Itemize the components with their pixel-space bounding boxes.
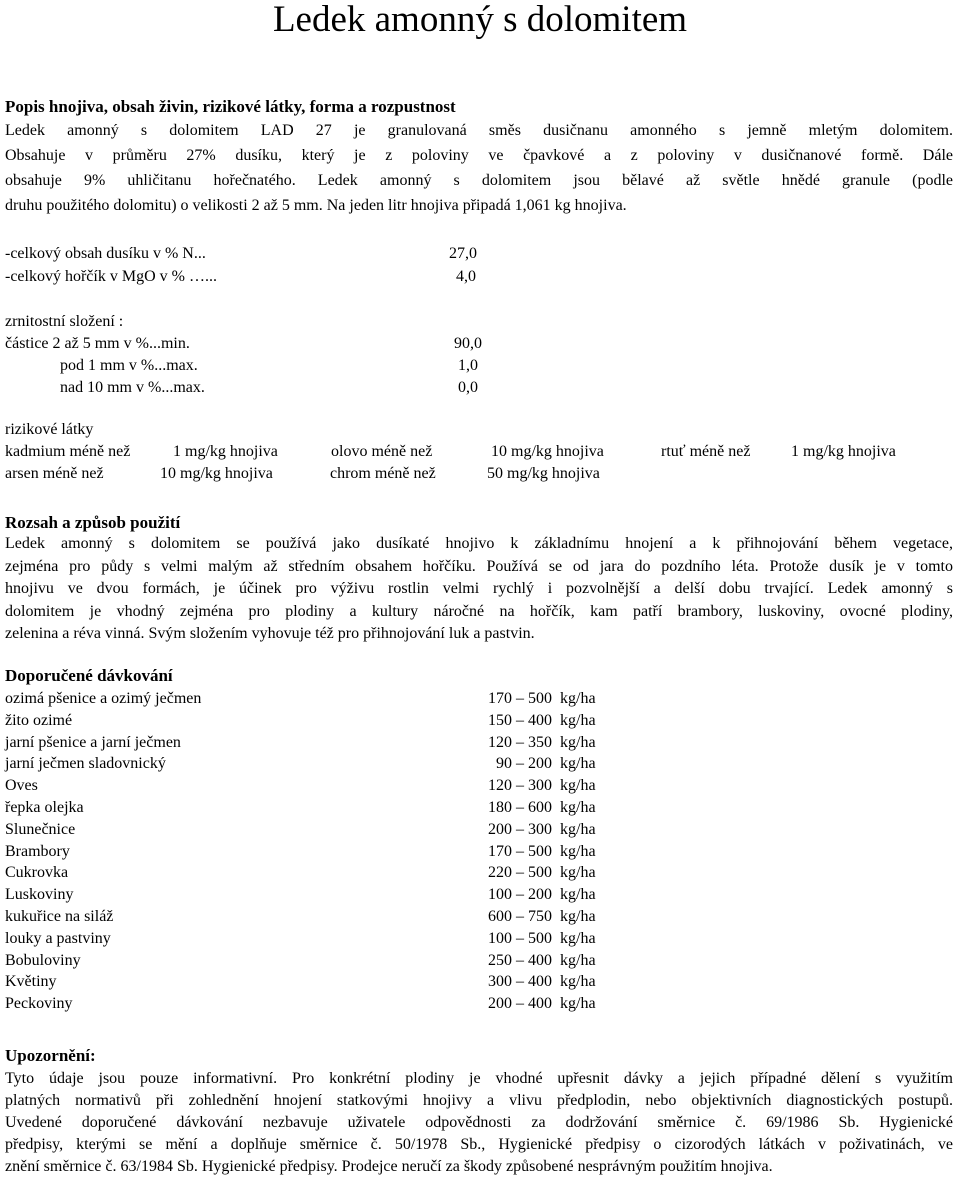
granulometry-value: 90,0 <box>454 335 482 352</box>
granulometry-label: pod 1 mm v %...max. <box>60 357 198 374</box>
warning-heading: Upozornění: <box>5 1046 96 1065</box>
dosage-crop: louky a pastviny <box>5 929 111 947</box>
dosage-crop: kukuřice na siláž <box>5 908 114 925</box>
granulometry-label: částice 2 až 5 mm v %...min. <box>5 335 190 352</box>
granulometry-heading: zrnitostní složení : <box>5 313 124 330</box>
usage-paragraph <box>5 533 953 646</box>
granulometry-value: 0,0 <box>458 379 478 396</box>
dosage-crop: Bobuloviny <box>5 951 81 969</box>
usage-line: hnojivu ve dvou formách, je účinek pro výživu rostlin velmi rychlý i pozvolnější a delší dobu trvající. Ledek amonný s <box>5 580 953 597</box>
dosage-rate: 300 – 400 kg/ha <box>488 973 596 991</box>
dosage-row <box>0 950 960 972</box>
granulometry-label: nad 10 mm v %...max. <box>60 379 205 396</box>
dosage-row <box>0 797 960 819</box>
dosage-rate: 150 – 400 kg/ha <box>488 711 596 729</box>
dosage-row <box>0 819 960 841</box>
dosage-row <box>0 884 960 906</box>
dosage-crop: Slunečnice <box>5 820 76 838</box>
dosage-crop: Luskoviny <box>5 886 74 904</box>
content-label: -celkový obsah dusíku v % N... <box>5 245 206 262</box>
dosage-rate: 120 – 350 kg/ha <box>488 733 596 751</box>
dosage-row <box>0 841 960 863</box>
dosage-rate: 600 – 750 kg/ha <box>488 908 596 925</box>
risk-item: chrom méně než <box>330 465 436 482</box>
dosage-crop: Oves <box>5 777 38 795</box>
warning-line: předpisy, kterými se mění a doplňuje směrnice č. 50/1978 Sb., Hygienické předpisy o cizorodých látkách v poživatinách, ve <box>5 1136 953 1153</box>
dosage-heading: Doporučené dávkování <box>5 666 173 685</box>
dosage-crop: Cukrovka <box>5 864 69 882</box>
usage-line: dolomitem je vhodný zejména pro plodiny a kultury náročné na hořčík, kam patří brambory, luskoviny, ovocné plodiny, <box>5 602 953 620</box>
document-title: Ledek amonný s dolomitem <box>272 0 688 40</box>
dosage-row <box>0 928 960 950</box>
dosage-rate: 250 – 400 kg/ha <box>488 951 596 969</box>
dosage-rate: 120 – 300 kg/ha <box>488 777 596 795</box>
dosage-crop: žito ozimé <box>5 711 73 729</box>
usage-line: Ledek amonný s dolomitem se používá jako dusíkaté hnojivo k základnímu hnojení a k přihnojování během vegetace, <box>5 535 953 552</box>
content-label: -celkový hořčík v MgO v % …... <box>5 268 217 285</box>
risk-limit: 1 mg/kg hnojiva <box>791 443 896 460</box>
risk-item: olovo méně než <box>331 443 433 460</box>
risk-item: rtuť méně než <box>661 443 751 460</box>
dosage-rate: 100 – 500 kg/ha <box>488 929 596 947</box>
dosage-row <box>0 753 960 775</box>
dosage-rate: 200 – 400 kg/ha <box>488 995 596 1013</box>
description-line: Ledek amonný s dolomitem LAD 27 je granulovaná směs dusičnanu amonného s jemně mletým dolomitem. <box>5 122 953 139</box>
description-line: obsahuje 9% uhličitanu hořečnatého. Ledek amonný s dolomitem jsou bělavé až světle hnědé granule (podle <box>5 172 953 189</box>
dosage-rate: 180 – 600 kg/ha <box>488 799 596 816</box>
dosage-row <box>0 775 960 797</box>
warning-line: znění směrnice č. 63/1984 Sb. Hygienické předpisy. Prodejce neručí za škody způsobené nesprávným použitím hnojiva. <box>5 1158 773 1175</box>
dosage-crop: Brambory <box>5 842 70 860</box>
risk-limit: 10 mg/kg hnojiva <box>160 465 273 482</box>
risk-item: arsen méně než <box>5 465 104 482</box>
granulometry-value: 1,0 <box>458 357 478 374</box>
content-value: 4,0 <box>456 268 476 285</box>
dosage-rate: 90 – 200 kg/ha <box>488 755 596 773</box>
dosage-rate: 170 – 500 kg/ha <box>488 842 596 860</box>
dosage-crop: jarní ječmen sladovnický <box>5 755 166 773</box>
dosage-rate: 100 – 200 kg/ha <box>488 886 596 904</box>
usage-line: zejména pro půdy s velmi malým až středním obsahem hořčíku. Používá se od jara do pozdního léta. Protože dusík je v tomto <box>5 557 953 575</box>
description-line: Obsahuje v průměru 27% dusíku, který je z poloviny ve čpavkové a z poloviny v dusičnanové formě. Dále <box>5 147 953 164</box>
content-value: 27,0 <box>449 245 477 262</box>
description-line: druhu použitého dolomitu) o velikosti 2 až 5 mm. Na jeden litr hnojiva připadá 1,061 kg hnojiva. <box>5 197 627 214</box>
risk-limit: 10 mg/kg hnojiva <box>491 443 604 460</box>
dosage-rate: 200 – 300 kg/ha <box>488 820 596 838</box>
dosage-rate: 220 – 500 kg/ha <box>488 864 596 882</box>
dosage-row <box>0 906 960 928</box>
warning-line: Uvedené doporučené dávkování nezbavuje uživatele odpovědnosti za dodržování směrnice č. 69/1986 Sb. Hygienické <box>5 1114 953 1131</box>
dosage-rate: 170 – 500 kg/ha <box>488 690 596 707</box>
dosage-crop: řepka olejka <box>5 799 84 816</box>
dosage-crop: Květiny <box>5 973 57 991</box>
warning-paragraph <box>5 1068 953 1178</box>
risk-limit: 1 mg/kg hnojiva <box>173 443 278 460</box>
risk-item: kadmium méně než <box>5 443 131 460</box>
risk-limit: 50 mg/kg hnojiva <box>487 465 600 482</box>
usage-line: zelenina a réva vinná. Svým složením vyhovuje též pro přihnojování luk a pastvin. <box>5 625 535 642</box>
dosage-list <box>0 688 960 1018</box>
dosage-crop: jarní pšenice a jarní ječmen <box>5 733 181 751</box>
dosage-crop: Peckoviny <box>5 995 73 1013</box>
dosage-crop: ozimá pšenice a ozimý ječmen <box>5 690 202 707</box>
risk-heading: rizikové látky <box>5 421 94 438</box>
dosage-row <box>0 971 960 993</box>
usage-heading: Rozsah a způsob použití <box>5 513 181 532</box>
dosage-row <box>0 710 960 732</box>
description-paragraph <box>5 118 953 218</box>
warning-line: Tyto údaje jsou pouze informativní. Pro konkrétní plodiny je vhodné upřesnit dávky a jejich případné dělení s využitím <box>5 1070 953 1087</box>
dosage-row <box>0 688 960 710</box>
description-heading: Popis hnojiva, obsah živin, rizikové látky, forma a rozpustnost <box>5 97 456 116</box>
dosage-row <box>0 862 960 884</box>
dosage-row <box>0 993 960 1015</box>
dosage-row <box>0 732 960 754</box>
warning-line: platných normativů při zohlednění hnojení statkovými hnojivy a vlivu předplodin, nebo objektivních diagnostických postupů. <box>5 1092 953 1109</box>
